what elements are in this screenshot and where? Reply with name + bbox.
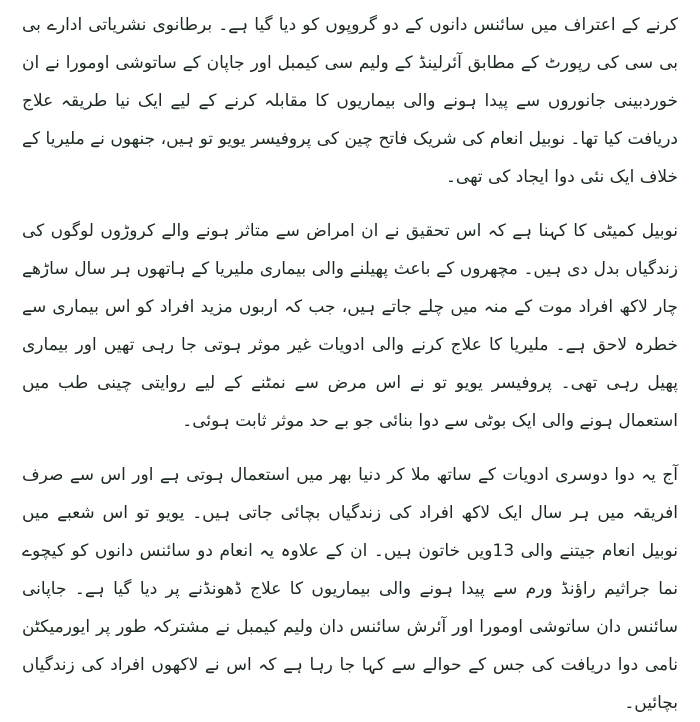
article-paragraph: آج یہ دوا دوسری ادویات کے ساتھ ملا کر دنیا بھر میں استعمال ہوتی ہے اور اس سے صرف افریقہ میں ہر سال ایک لاکھ افراد کی زندگیاں بچائی جاتی ہیں۔ یویو تو اس شعبے میں نوبیل انعام جیتنے والی 13ویں خاتون ہیں۔ ان کے علاوہ یہ انعام دو سائنس دانوں کو کیچوے نما جراثیم راؤنڈ ورم سے پیدا ہونے والی بیماریوں کا علاج ڈھونڈنے پر دیا گیا ہے۔ جاپانی سائنس دان ساتوشی اومورا اور آئرش سائنس دان ولیم کیمبل نے مشترکہ طور پر ایورمیکٹن نامی دوا دریافت کی جس کے حوالے سے کہا جا رہا ہے کہ اس نے لاکھوں افراد کی زندگیاں بچائیں۔	[22, 465, 678, 713]
article-paragraph: نوبیل کمیٹی کا کہنا ہے کہ اس تحقیق نے ان امراض سے متاثر ہونے والے کروڑوں لوگوں کی زندگیاں بدل دی ہیں۔ مچھروں کے باعث پھیلنے والی بیماری ملیریا کے ہاتھوں ہر سال ساڑھے چار لاکھ افراد موت کے منہ میں چلے جاتے ہیں، جب کہ اربوں مزید افراد کو اس بیماری سے خطرہ لاحق ہے۔ ملیریا کا علاج کرنے والی ادویات غیر موثر ہوتی جا رہی تھیں اور بیماری پھیل رہی تھی۔ پروفیسر یویو تو نے اس مرض سے نمٹنے کے لیے روایتی چینی طب میں استعمال ہونے والی ایک بوٹی سے دوا بنائی جو بے حد موثر ثابت ہوئی۔	[22, 221, 678, 431]
article-paragraph: کرنے کے اعتراف میں سائنس دانوں کے دو گروپوں کو دیا گیا ہے۔ برطانوی نشریاتی ادارے بی بی سی کی رپورٹ کے مطابق آئرلینڈ کے ولیم سی کیمبل اور جاپان کے ساتوشی اومورا نے ان خوردبینی جانوروں سے پیدا ہونے والی بیماریوں کا مقابلہ کرنے کے لیے ایک نیا طریقہ علاج دریافت کیا تھا۔ نوبیل انعام کی شریک فاتح چین کی پروفیسر یویو تو ہیں، جنھوں نے ملیریا کے خلاف ایک نئی دوا ایجاد کی تھی۔	[22, 15, 678, 187]
